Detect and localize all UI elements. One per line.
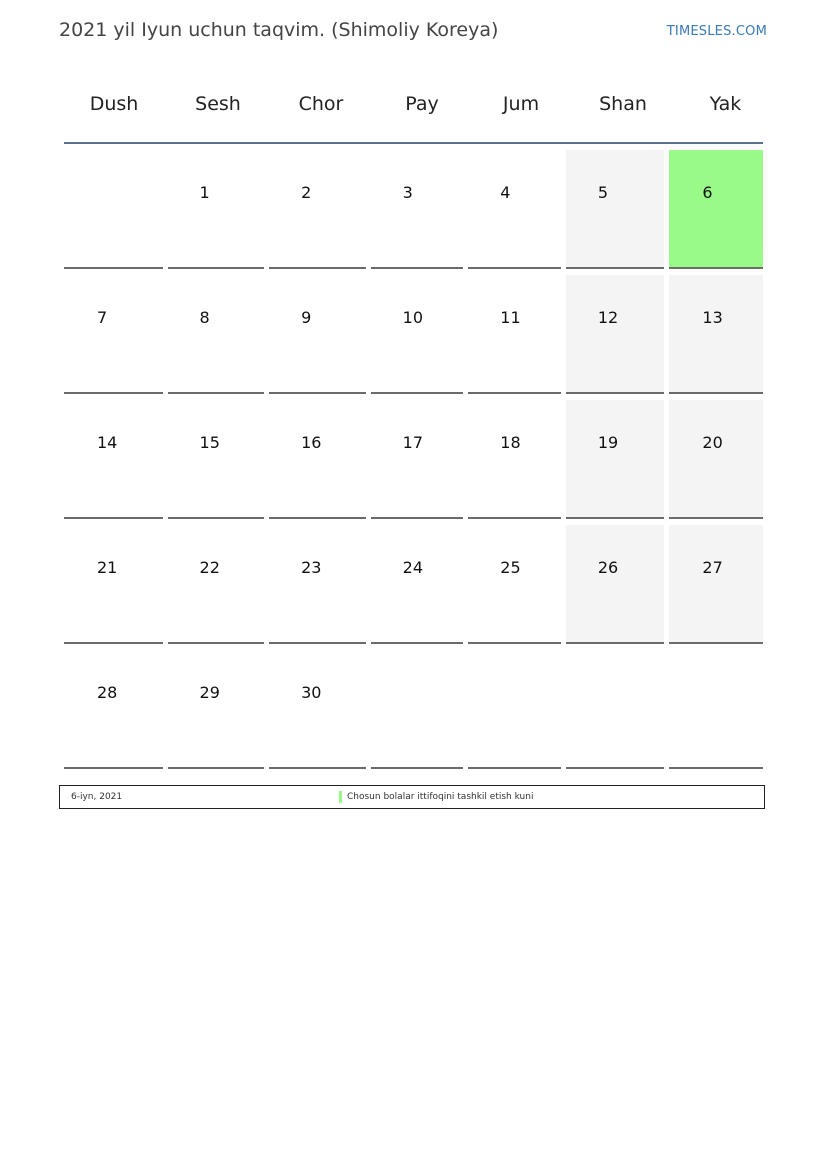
day-cell[interactable] bbox=[64, 644, 163, 769]
day-cell-background bbox=[64, 150, 163, 269]
legend-color-marker bbox=[339, 791, 342, 803]
calendar-week-row bbox=[64, 269, 763, 394]
day-number: 10 bbox=[402, 308, 424, 327]
day-number: 9 bbox=[301, 308, 312, 327]
day-cell[interactable] bbox=[371, 394, 464, 519]
brand-link[interactable]: TIMESLES.COM bbox=[666, 24, 767, 39]
legend-date: 6-iyn, 2021 bbox=[71, 792, 123, 802]
day-cell-background bbox=[269, 525, 366, 644]
day-cell[interactable] bbox=[566, 269, 665, 394]
day-number: 12 bbox=[597, 308, 619, 327]
day-cell-background bbox=[468, 525, 561, 644]
day-cell[interactable] bbox=[168, 644, 265, 769]
day-cell[interactable] bbox=[566, 144, 665, 269]
day-cell-background bbox=[468, 650, 561, 769]
day-cell[interactable] bbox=[168, 394, 265, 519]
empty-day-cell bbox=[371, 644, 464, 769]
day-cell-background bbox=[371, 275, 464, 394]
day-cell-background bbox=[468, 275, 561, 394]
day-cell[interactable] bbox=[371, 519, 464, 644]
day-number: 6 bbox=[702, 183, 713, 202]
day-cell[interactable] bbox=[669, 394, 763, 519]
day-number: 1 bbox=[199, 183, 210, 202]
day-number: 11 bbox=[500, 308, 521, 327]
day-cell-background bbox=[669, 150, 763, 269]
day-number: 19 bbox=[597, 433, 619, 452]
weekday-header: Shan bbox=[599, 93, 647, 115]
legend-description: Chosun bolalar ittifoqini tashkil etish kuni bbox=[347, 792, 534, 802]
weekday-header: Chor bbox=[298, 93, 344, 115]
day-number: 3 bbox=[402, 183, 413, 202]
day-cell[interactable] bbox=[269, 144, 366, 269]
day-cell[interactable] bbox=[269, 269, 366, 394]
day-number: 16 bbox=[301, 433, 322, 452]
calendar-weeks bbox=[64, 144, 763, 769]
day-cell-background bbox=[669, 650, 763, 769]
day-number: 8 bbox=[199, 308, 210, 327]
day-cell-background bbox=[168, 525, 265, 644]
day-number: 25 bbox=[500, 558, 521, 577]
day-cell[interactable] bbox=[468, 144, 561, 269]
day-cell[interactable] bbox=[468, 394, 561, 519]
day-cell[interactable] bbox=[371, 144, 464, 269]
day-cell[interactable] bbox=[468, 269, 561, 394]
day-cell-background bbox=[269, 400, 366, 519]
day-cell-background bbox=[566, 400, 665, 519]
day-cell[interactable] bbox=[669, 519, 763, 644]
day-cell[interactable] bbox=[168, 269, 265, 394]
day-cell[interactable] bbox=[168, 519, 265, 644]
day-cell-background bbox=[64, 275, 163, 394]
day-cell[interactable] bbox=[269, 519, 366, 644]
day-cell-background bbox=[371, 400, 464, 519]
day-number: 27 bbox=[702, 558, 723, 577]
day-cell-background bbox=[566, 525, 665, 644]
day-number: 13 bbox=[702, 308, 723, 327]
day-cell[interactable] bbox=[371, 269, 464, 394]
day-cell-background bbox=[269, 150, 366, 269]
day-number: 30 bbox=[301, 683, 322, 702]
day-cell-background bbox=[64, 525, 163, 644]
calendar-week-row bbox=[64, 644, 763, 769]
day-number: 29 bbox=[199, 683, 220, 702]
day-cell-background bbox=[566, 150, 665, 269]
day-cell[interactable] bbox=[269, 644, 366, 769]
day-number: 15 bbox=[199, 433, 220, 452]
weekday-header: Yak bbox=[709, 93, 742, 115]
day-number: 24 bbox=[402, 558, 424, 577]
day-cell[interactable] bbox=[566, 519, 665, 644]
day-cell-underline bbox=[566, 767, 665, 769]
day-cell[interactable] bbox=[566, 394, 665, 519]
holiday-legend bbox=[59, 785, 765, 809]
day-number: 21 bbox=[97, 558, 118, 577]
day-cell-background bbox=[371, 150, 464, 269]
page-title: 2021 yil Iyun uchun taqvim. (Shimoliy Koreya) bbox=[59, 19, 499, 41]
day-cell-underline bbox=[269, 767, 366, 769]
empty-day-cell bbox=[64, 144, 163, 269]
day-cell-underline bbox=[371, 767, 464, 769]
day-cell-background bbox=[168, 650, 265, 769]
empty-day-cell bbox=[468, 644, 561, 769]
calendar-grid bbox=[64, 80, 763, 769]
day-cell-background bbox=[669, 275, 763, 394]
day-cell[interactable] bbox=[64, 394, 163, 519]
day-cell-background bbox=[269, 650, 366, 769]
day-cell-background bbox=[64, 650, 163, 769]
day-cell-underline bbox=[669, 767, 763, 769]
day-cell-background bbox=[269, 275, 366, 394]
day-number: 7 bbox=[97, 308, 108, 327]
weekday-header: Pay bbox=[405, 93, 439, 115]
day-cell[interactable] bbox=[269, 394, 366, 519]
day-number: 14 bbox=[97, 433, 118, 452]
day-cell-underline bbox=[468, 767, 561, 769]
day-cell-background bbox=[669, 525, 763, 644]
day-number: 17 bbox=[402, 433, 424, 452]
empty-day-cell bbox=[669, 644, 763, 769]
day-cell[interactable] bbox=[64, 269, 163, 394]
day-cell-background bbox=[566, 275, 665, 394]
day-cell-background bbox=[168, 150, 265, 269]
weekday-header: Jum bbox=[502, 93, 540, 115]
day-number: 26 bbox=[597, 558, 619, 577]
day-cell-background bbox=[64, 400, 163, 519]
day-number: 4 bbox=[500, 183, 511, 202]
day-cell[interactable] bbox=[669, 269, 763, 394]
holiday-day-cell[interactable] bbox=[669, 144, 763, 269]
day-number: 23 bbox=[301, 558, 322, 577]
day-cell-background bbox=[468, 400, 561, 519]
day-cell-background bbox=[168, 400, 265, 519]
day-number: 28 bbox=[97, 683, 118, 702]
day-cell-underline bbox=[64, 767, 163, 769]
empty-day-cell bbox=[566, 644, 665, 769]
weekday-header: Dush bbox=[89, 93, 139, 115]
weekday-header: Sesh bbox=[195, 93, 241, 115]
day-cell-underline bbox=[168, 767, 265, 769]
day-cell[interactable] bbox=[468, 519, 561, 644]
calendar-week-row bbox=[64, 519, 763, 644]
day-cell[interactable] bbox=[168, 144, 265, 269]
day-cell-background bbox=[669, 400, 763, 519]
weekday-header-row bbox=[64, 80, 763, 144]
day-number: 5 bbox=[597, 183, 609, 202]
day-number: 20 bbox=[702, 433, 723, 452]
day-number: 18 bbox=[500, 433, 521, 452]
day-cell-background bbox=[468, 150, 561, 269]
calendar-week-row bbox=[64, 394, 763, 519]
day-number: 2 bbox=[301, 183, 312, 202]
calendar-week-row bbox=[64, 144, 763, 269]
day-cell-background bbox=[371, 525, 464, 644]
day-number: 22 bbox=[199, 558, 220, 577]
day-cell-background bbox=[168, 275, 265, 394]
day-cell-background bbox=[371, 650, 464, 769]
day-cell[interactable] bbox=[64, 519, 163, 644]
day-cell-background bbox=[566, 650, 665, 769]
